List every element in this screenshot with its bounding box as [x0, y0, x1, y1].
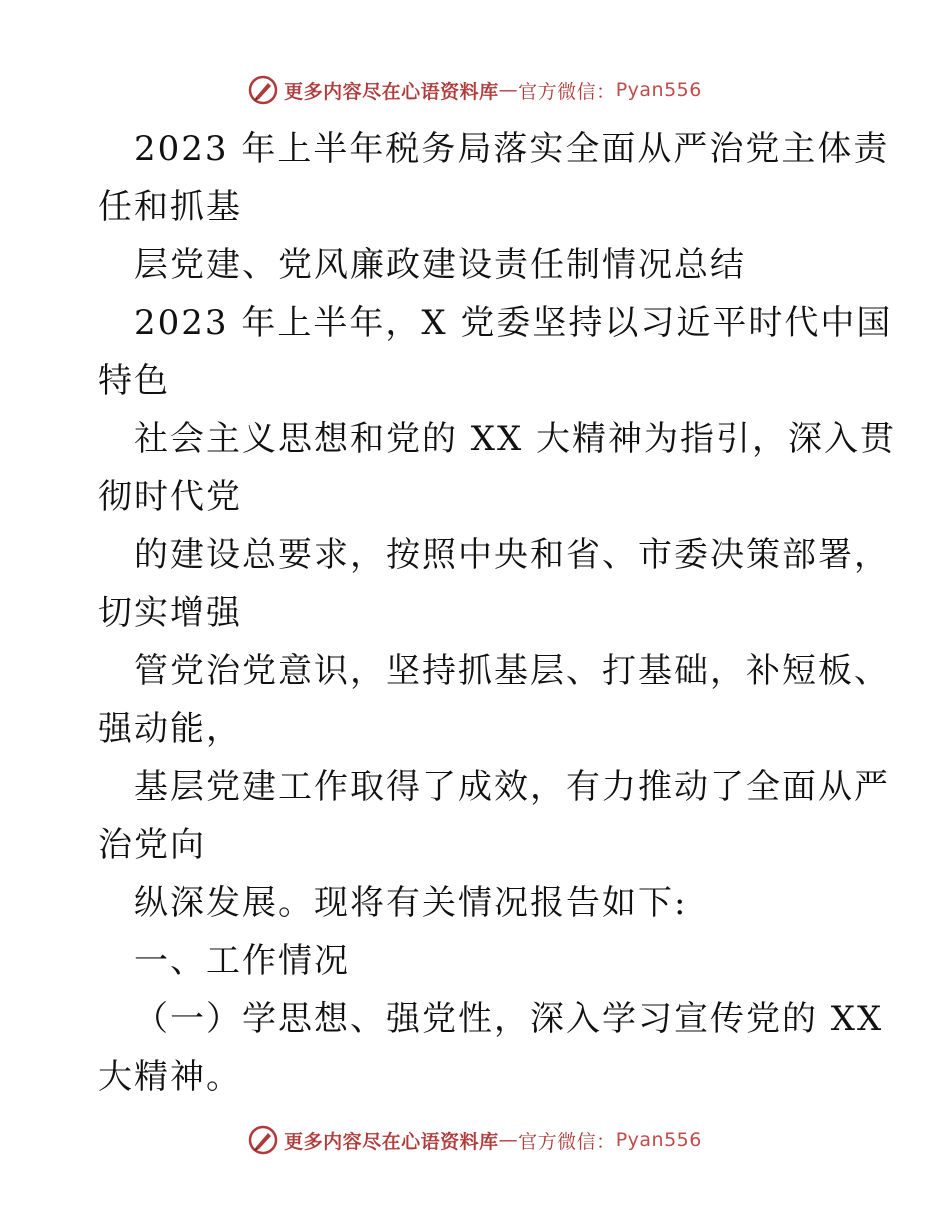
banner-wechat-id: Pyan556 — [615, 1129, 702, 1151]
pen-logo-icon — [248, 1125, 278, 1155]
document-line: 纵深发展。现将有关情况报告如下: — [134, 883, 688, 923]
header-watermark-banner — [0, 70, 950, 110]
document-line: 管党治党意识，坚持抓基层、打基础，补短板、 — [134, 651, 890, 691]
document-line: 大精神。 — [98, 1057, 242, 1097]
document-line: 社会主义思想和党的 XX 大精神为指引，深入贯 — [134, 419, 897, 459]
footer-watermark-banner — [0, 1120, 950, 1160]
banner-separator: — — [498, 1129, 519, 1151]
banner-separator: — — [498, 79, 519, 101]
document-line: 任和抓基 — [98, 187, 242, 227]
document-line: 的建设总要求，按照中央和省、市委决策部署， — [134, 535, 890, 575]
document-line: 层党建、党风廉政建设责任制情况总结 — [134, 245, 746, 285]
document-line: 治党向 — [98, 825, 206, 865]
document-line: 基层党建工作取得了成效，有力推动了全面从严 — [134, 767, 890, 807]
document-line: 特色 — [98, 361, 170, 401]
banner-wechat-label: 官方微信： — [518, 1130, 616, 1153]
document-line: 彻时代党 — [98, 477, 242, 517]
document-line: 强动能， — [98, 709, 242, 749]
section-heading: 一、工作情况 — [134, 941, 350, 981]
banner-wechat-label: 官方微信： — [518, 80, 616, 103]
document-line: 2023 年上半年税务局落实全面从严治党主体责 — [134, 129, 890, 169]
banner-wechat-id: Pyan556 — [615, 79, 702, 101]
banner-main-text: 更多内容尽在心语资料库 — [284, 1130, 499, 1153]
pen-logo-icon — [248, 75, 278, 105]
banner-main-text: 更多内容尽在心语资料库 — [284, 80, 499, 103]
subsection-heading: （一）学思想、强党性，深入学习宣传党的 XX — [134, 999, 884, 1039]
document-line: 切实增强 — [98, 593, 242, 633]
document-body — [98, 120, 897, 1106]
document-line: 2023 年上半年，X 党委坚持以习近平时代中国 — [134, 303, 893, 343]
